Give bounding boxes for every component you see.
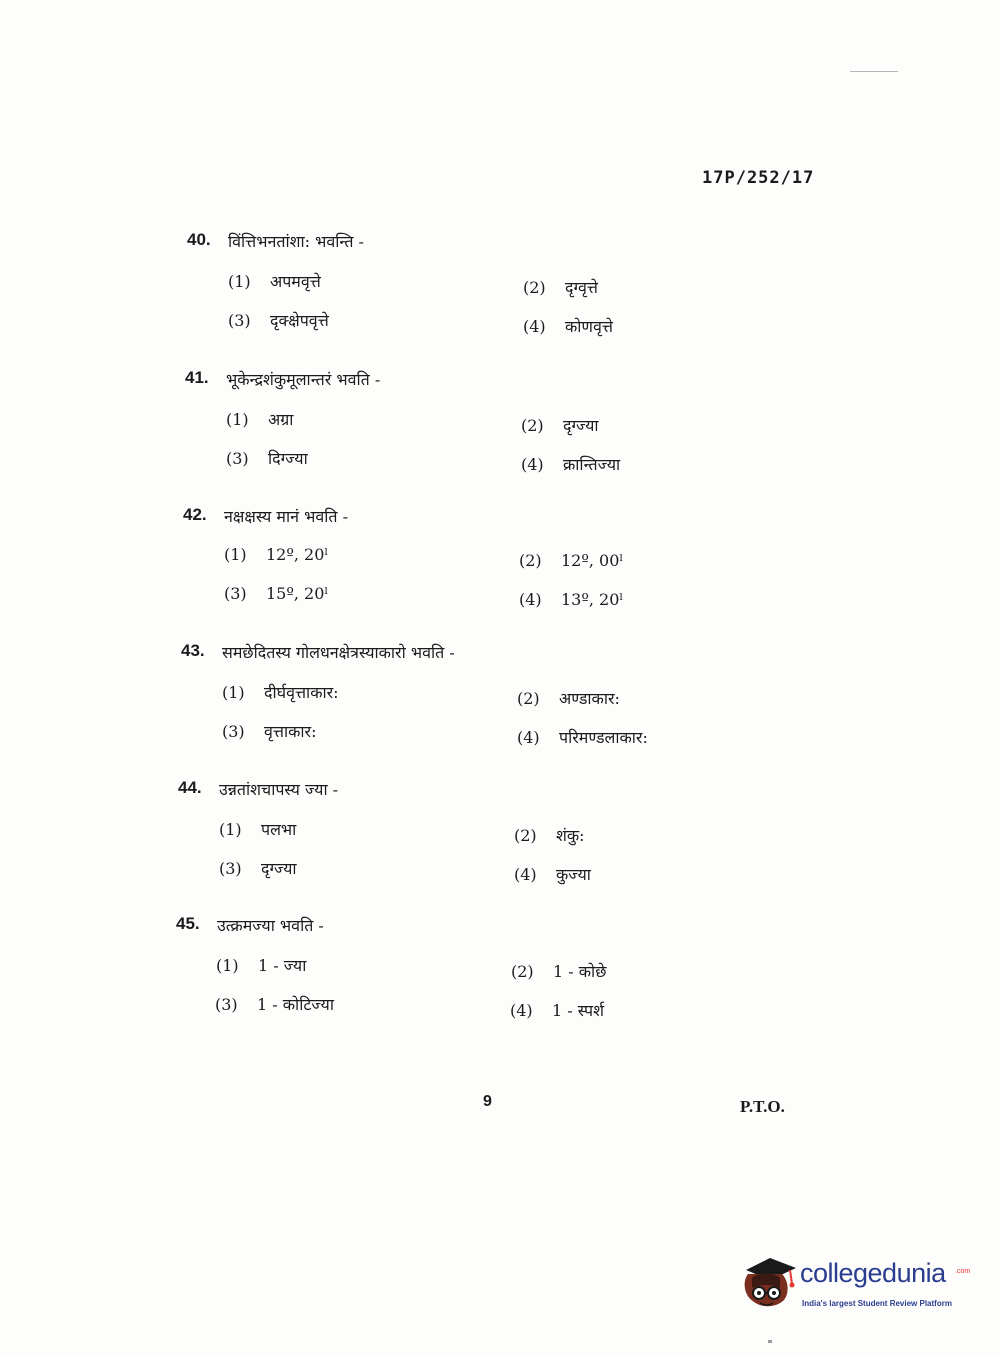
question-43	[0, 641, 1001, 761]
page-number: 9	[483, 1093, 492, 1110]
option-2: (2) दृग्ज्या	[521, 416, 599, 435]
logo-tagline: India's largest Student Review Platform	[802, 1299, 952, 1308]
scan-artifact	[768, 1340, 772, 1343]
question-text: विंत्तिभनतांशा: भवन्ति -	[228, 232, 364, 251]
question-number: 44.	[178, 778, 202, 797]
option-1: (1) दीर्घवृत्ताकार:	[222, 683, 339, 702]
option-2: (2) अण्डाकार:	[517, 689, 620, 708]
option-3: (3) दृक्क्षेपवृत्ते	[228, 311, 329, 330]
option-3: (3) वृत्ताकार:	[222, 722, 317, 741]
question-number: 41.	[185, 368, 209, 387]
option-4: (4) कोणवृत्ते	[523, 317, 613, 336]
option-4: (4) कुज्या	[514, 865, 591, 884]
top-rule	[850, 71, 898, 72]
option-4: (4) परिमण्डलाकार:	[517, 728, 648, 747]
question-42	[0, 505, 1001, 625]
option-2: (2) दृग्वृत्ते	[523, 278, 598, 297]
option-2: (2) शंकु:	[514, 826, 585, 845]
option-3: (3) 1 - कोटिज्या	[215, 995, 334, 1014]
question-45	[0, 914, 1001, 1034]
student-mascot-icon	[740, 1252, 800, 1314]
option-1: (1) 12º, 20ˡ	[224, 545, 329, 564]
paper-code: 17P/252/17	[702, 168, 815, 188]
option-3: (3) 15º, 20ˡ	[224, 584, 329, 603]
logo-wordmark: collegedunia	[800, 1258, 946, 1288]
logo-dotcom: .com	[955, 1268, 971, 1275]
option-1: (1) अपमवृत्ते	[228, 272, 321, 291]
option-3: (3) दिग्ज्या	[226, 449, 308, 468]
option-4: (4) 1 - स्पर्श	[510, 1001, 604, 1020]
option-2: (2) 12º, 00ˡ	[519, 551, 624, 570]
option-1: (1) पलभा	[219, 820, 297, 839]
question-number: 43.	[181, 641, 205, 660]
question-40	[0, 230, 1001, 350]
option-4: (4) 13º, 20ˡ	[519, 590, 624, 609]
question-number: 42.	[183, 505, 207, 524]
question-text: भूकेन्द्रशंकुमूलान्तरं भवति -	[226, 370, 381, 389]
collegedunia-logo[interactable]	[740, 1252, 970, 1324]
pto-label: P.T.O.	[740, 1097, 785, 1116]
option-4: (4) क्रान्तिज्या	[521, 455, 621, 474]
option-1: (1) अग्रा	[226, 410, 294, 429]
question-text: नक्षक्षस्य मानं भवति -	[224, 507, 348, 526]
question-41	[0, 368, 1001, 488]
question-number: 40.	[187, 230, 211, 249]
option-1: (1) 1 - ज्या	[216, 956, 307, 975]
option-3: (3) दृग्ज्या	[219, 859, 297, 878]
question-text: उन्नतांशचापस्य ज्या -	[219, 780, 339, 799]
question-44	[0, 778, 1001, 898]
question-text: समछेदितस्य गोलधनक्षेत्रस्याकारो भवति -	[222, 643, 455, 662]
question-number: 45.	[176, 914, 200, 933]
option-2: (2) 1 - कोछे	[511, 962, 607, 981]
question-text: उत्क्रमज्या भवति -	[217, 916, 324, 935]
